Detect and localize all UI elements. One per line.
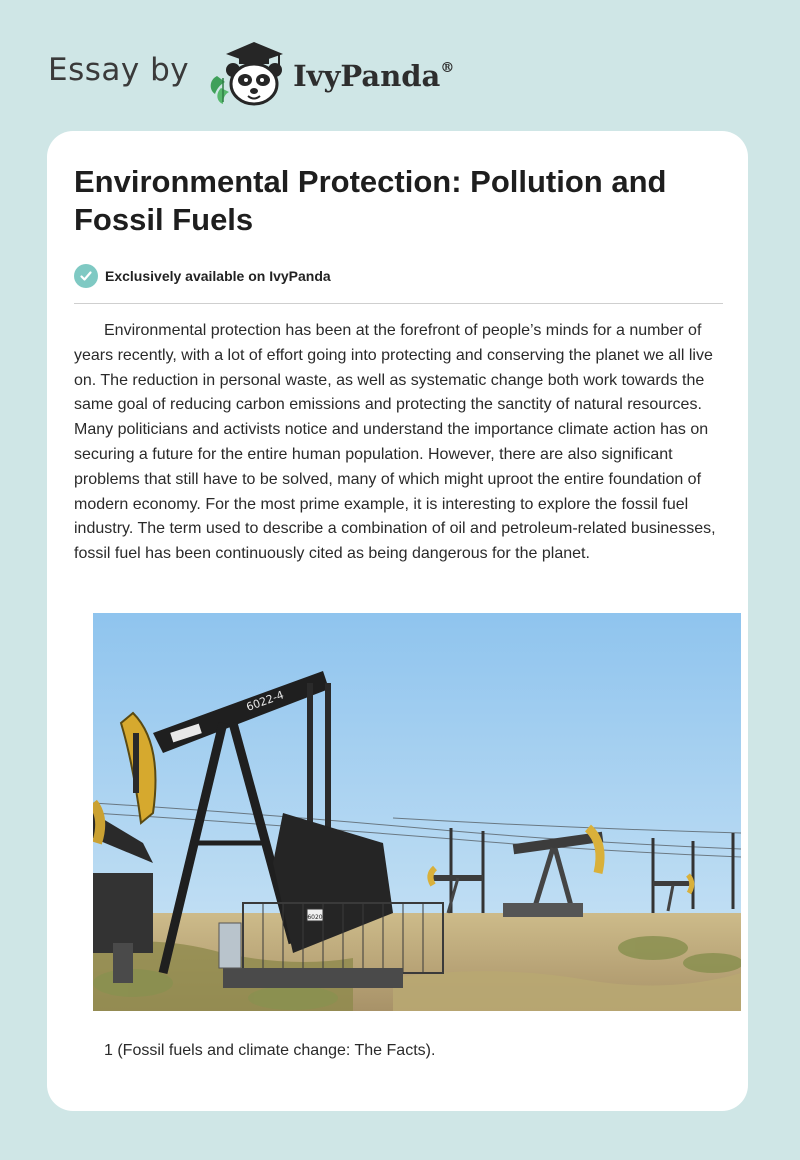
divider bbox=[74, 303, 723, 304]
brand-header[interactable] bbox=[48, 38, 454, 108]
pump-label-text: 6022-4 bbox=[244, 688, 286, 714]
photo-caption: 1 (Fossil fuels and climate change: The Facts). bbox=[104, 1042, 436, 1059]
panda-logo-icon bbox=[203, 38, 293, 108]
essay-title: Environmental Protection: Pollution and Fossil Fuels bbox=[74, 164, 667, 237]
essay-paragraph: Environmental protection has been at the forefront of people’s minds for a number of years recently, with a lot of effort going into protecting and conserving the planet we all live on. The reduction in personal waste, as well as systematic change both work towards the same goal of reducing carbon emissions and protecting the sanctity of natural resources. Many politicians and activists notice and understand the importance climate action has on securing a future for the entire human population. However, there are also significant problems that still have to be solved, many of which might uproot the entire foundation of modern economy. For the most prime example, it is interesting to explore the fossil fuel industry. The term used to describe a combination of oil and petroleum-related businesses, fossil fuel has been continuously cited as being dangerous for the planet. bbox=[74, 322, 716, 563]
oil-field-illustration bbox=[93, 613, 741, 1011]
brand-prefix: Essay by bbox=[48, 52, 190, 88]
essay-card bbox=[47, 131, 748, 1111]
pump-plate-text: 6020 bbox=[307, 914, 323, 921]
oil-pump-photo bbox=[93, 613, 741, 1011]
brand-name: IvyPanda® bbox=[293, 59, 455, 93]
exclusive-badge bbox=[74, 264, 331, 288]
check-icon bbox=[74, 264, 98, 288]
badge-label: Exclusively available on IvyPanda bbox=[105, 268, 331, 284]
leaf-icon bbox=[211, 76, 229, 104]
